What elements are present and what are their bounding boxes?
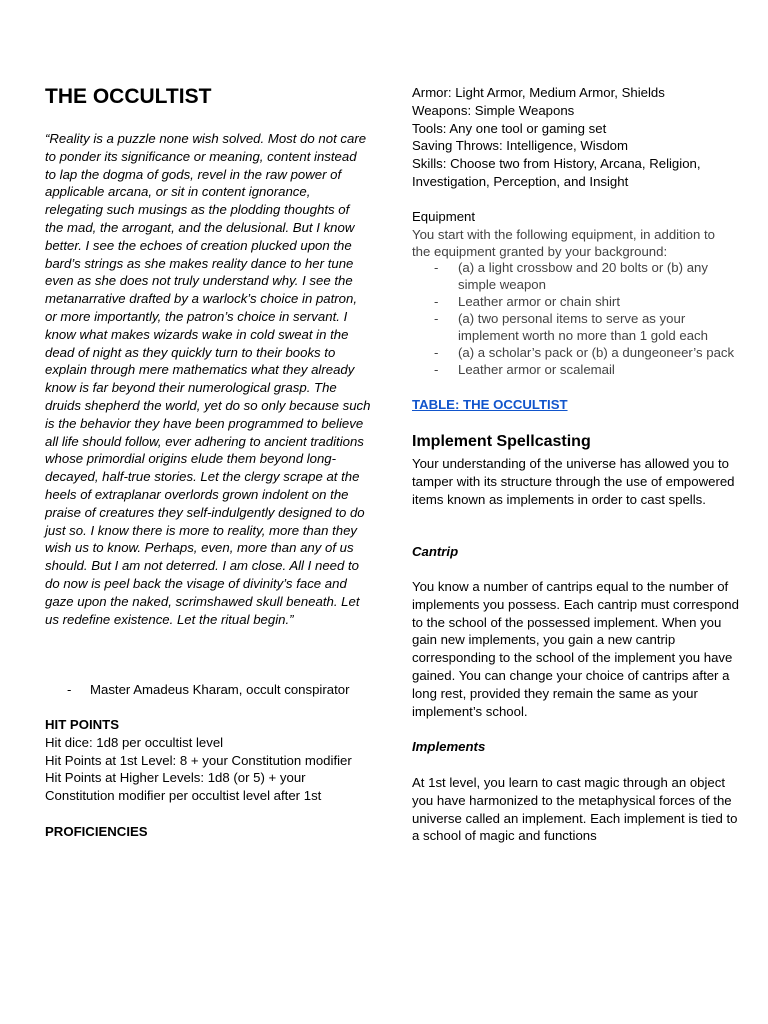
list-bullet: - [434,362,439,377]
proficiency-line: Weapons: Simple Weapons [412,102,575,118]
page-title: THE OCCULTIST [45,85,212,108]
equipment-section [412,208,715,260]
proficiency-line: Armor: Light Armor, Medium Armor, Shields [412,85,665,100]
hit-points-section [45,716,352,805]
list-bullet: - [434,311,439,326]
table-occultist-link[interactable]: TABLE: THE OCCULTIST [412,397,568,412]
implements-heading: Implements [412,739,486,754]
spellcasting-heading: Implement Spellcasting [412,433,591,450]
quote-attribution [45,681,349,699]
hit-points-line: Hit Points at Higher Levels: 1d8 (or 5) + your [45,770,306,786]
list-bullet: - [434,345,439,360]
proficiencies-heading: PROFICIENCIES [45,824,148,839]
equipment-item [412,344,743,361]
proficiency-line: Saving Throws: Intelligence, Wisdom [412,138,628,154]
cantrip-text: You know a number of cantrips equal to the number of implements you possess. Each cantrip must correspond to the school of the possessed implement. When you gain new implements, you gain a new cantrip corresponding to the school of the implement you have gained. You can change your choice of cantrips after a long rest, provided they remain the same as your implement’s school. [412,579,739,719]
equipment-list [412,259,743,378]
equipment-heading: Equipment [412,209,476,224]
intro-quote: “Reality is a puzzle none wish solved. Most do not care to ponder its significance or meaning, content instead to lap the dogma of gods, revel in the raw power of applicable arcana, or sit in content ignorance, relegating such musings as the plodding thoughts of the mad, the arrogant, and the delusional. But I know better. I see the echoes of creation plucked upon the bard’s strings as she makes reality dance to her tune even as she does not truly understand why. I see the metanarrative drafted by a warlock’s choice in patron, or more importantly, the patron’s choice in servant. I know what makes wizards wake in cold sweat in the dead of night as they quickly turn to their books to explain through mere mathematics what they already know is far beyond their numerological grasp. The druids shepherd the world, yet do so only because such is the behavior they have been programmed to believe all life should follow, ever adhering to ancient traditions whose primordial origins elude them beyond long-decayed, half-true stories. Let the clergy scrape at the heels of extraplanar overlords grown indolent on the praise of creatures they self-indulgently designed to do just so. I know there is more to reality, more than they wish us to know. Perhaps, even, more than any of us should. But I am not deterred. I am close. All I need to do now is peel back the visage of divinity’s face and gaze upon the naked, scrimshawed skull beneath. Let us redefine existence. Let the ritual begin.” [45,131,371,627]
attribution-item [45,681,349,699]
proficiencies-list [412,84,701,191]
proficiency-line: Skills: Choose two from History, Arcana, Religion, [412,156,701,172]
cantrip-heading: Cantrip [412,544,459,559]
list-bullet: - [434,260,439,275]
equipment-item-text: Leather armor or chain shirt [458,294,620,309]
attribution-bullet: - [67,682,72,697]
equipment-intro-line: You start with the following equipment, in addition to [412,226,716,242]
equipment-item [412,310,743,344]
hit-points-line: Hit Points at 1st Level: 8 + your Constitution modifier [45,752,352,768]
spellcasting-intro: Your understanding of the universe has allowed you to tamper with its structure through the use of empowered items known as implements in order to cast spells. [412,456,735,507]
equipment-item-text: Leather armor or scalemail [458,362,615,377]
hit-points-line: Constitution modifier per occultist level after 1st [45,788,322,804]
equipment-item [412,293,743,310]
attribution-text: Master Amadeus Kharam, occult conspirator [90,682,350,697]
equipment-intro-line: the equipment granted by your background: [412,243,668,259]
equipment-item-text: (a) two personal items to serve as your implement worth no more than 1 gold each [458,311,708,343]
equipment-item [412,361,743,378]
list-bullet: - [434,294,439,309]
equipment-item [412,259,743,293]
proficiency-line: Investigation, Perception, and Insight [412,173,629,189]
implements-text: At 1st level, you learn to cast magic through an object you have harmonized to the metaphysical forces of the universe called an implement. Each implement is tied to a school of magic and functions [412,775,738,844]
hit-points-line: Hit dice: 1d8 per occultist level [45,734,224,750]
equipment-item-text: (a) a light crossbow and 20 bolts or (b) any simple weapon [458,260,708,292]
proficiency-line: Tools: Any one tool or gaming set [412,120,607,136]
hit-points-heading: HIT POINTS [45,717,119,732]
proficiencies-heading-block [45,823,148,841]
equipment-item-text: (a) a scholar’s pack or (b) a dungeoneer’s pack [458,345,735,360]
